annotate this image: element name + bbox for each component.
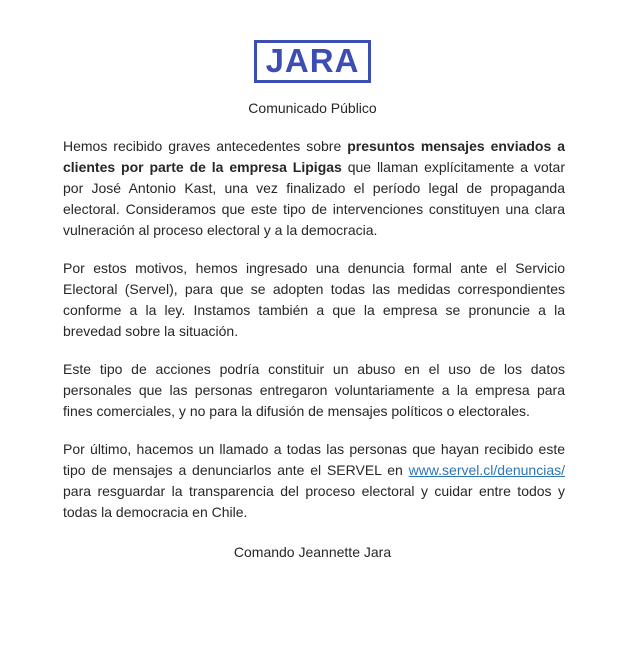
paragraph-1 bbox=[63, 136, 565, 241]
paragraph-4 bbox=[63, 439, 565, 523]
jara-logo bbox=[254, 40, 372, 83]
signature: Comando Jeannette Jara bbox=[233, 544, 392, 560]
paragraph-4-text: Por último, hacemos un llamado a todas las personas que hayan recibido este tipo de mensajes a denunciarlos ante el SERVEL en bbox=[63, 441, 565, 478]
paragraph-1-text-continued: que llaman explícitamente a votar por José Antonio Kast, una vez finalizado el período legal de propaganda electoral. Consideramos que este tipo de intervenciones constituyen una clara vulneración al proceso electoral y a la democracia. bbox=[63, 159, 566, 238]
paragraph-1-text: Hemos recibido graves antecedentes sobre bbox=[63, 138, 348, 154]
servel-link[interactable]: www.servel.cl/denuncias/ bbox=[408, 462, 565, 478]
jara-logo-text: JARA bbox=[265, 42, 360, 79]
paragraph-1-bold-text: presuntos mensajes enviados a clientes por parte de la empresa Lipigas bbox=[63, 138, 566, 175]
paragraph-3 bbox=[63, 359, 565, 422]
document-body bbox=[0, 116, 625, 523]
paragraph-2-text: Por estos motivos, hemos ingresado una denuncia formal ante el Servicio Electoral (Servel), para que se adopten todas las medidas correspondientes conforme a la ley. Instamos también a que la empresa se pronuncie a la brevedad sobre la situación. bbox=[63, 260, 565, 339]
paragraph-4-text-continued: para resguardar la transparencia del proceso electoral y cuidar entre todos y todas la democracia en Chile. bbox=[63, 483, 565, 520]
paragraph-2 bbox=[63, 258, 565, 342]
comunicado-document bbox=[0, 40, 625, 670]
paragraph-3-text: Este tipo de acciones podría constituir un abuso en el uso de los datos personales que las personas entregaron voluntariamente a la empresa para fines comerciales, y no para la difusión de mensajes políticos o electorales. bbox=[63, 361, 565, 419]
document-title: Comunicado Público bbox=[248, 100, 377, 116]
